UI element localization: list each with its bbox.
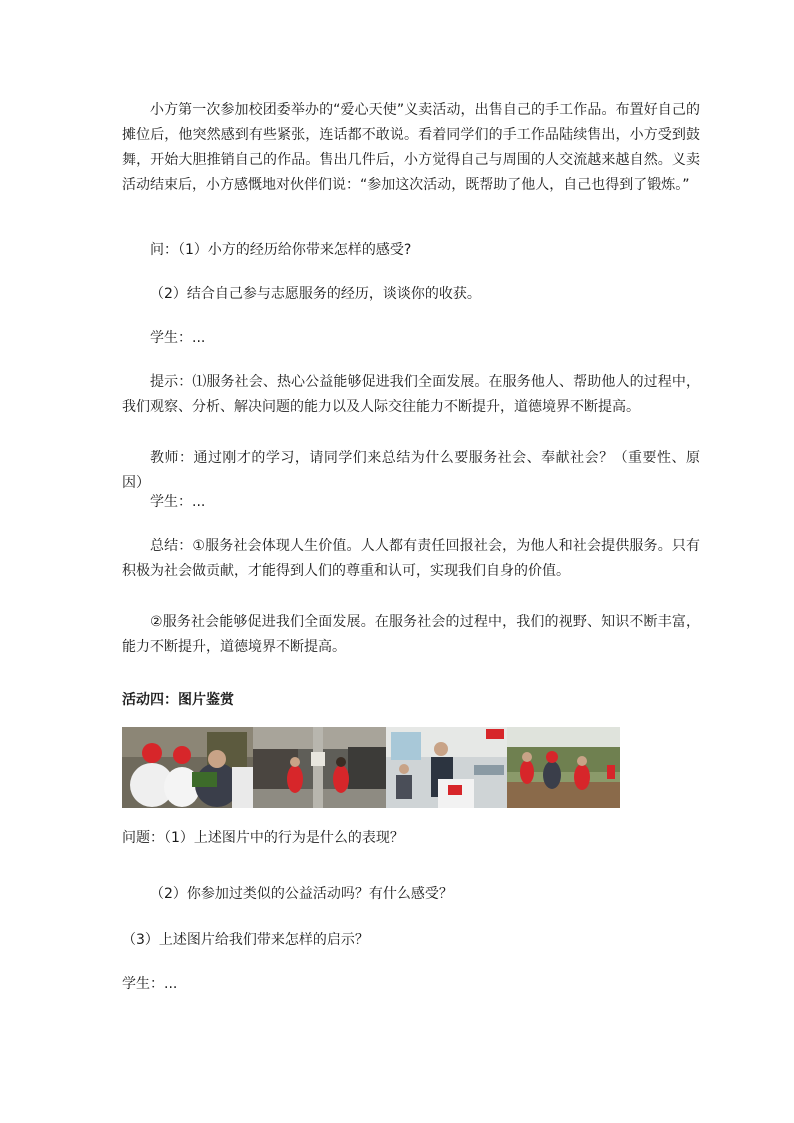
image-question-2: （2）你参加过类似的公益活动吗？有什么感受？ — [150, 886, 453, 902]
student-answer-3: 学生：... — [122, 976, 178, 992]
photo-volunteer-delivering-gifts — [386, 727, 507, 808]
photo-3-illustration — [386, 727, 507, 808]
story-paragraph: 小方第一次参加校团委举办的“爱心天使”义卖活动，出售自己的手工作品。布置好自己的摊位后，他突然感到有些紧张，连话都不敢说。看着同学们的手工作品陆续售出，小方受到鼓舞，开始大胆推销自己的作品。售出几件后，小方觉得自己与周围的人交流越来越自然。义卖活动结束后，小方感慨地对伙伴们说：“参加这次活动，既帮助了他人，自己也得到了锻炼。” — [122, 102, 700, 193]
question-1: 问：（1）小方的经历给你带来怎样的感受? — [150, 242, 412, 258]
photo-volunteers-visiting-elderly — [122, 727, 253, 808]
question-2: （2）结合自己参与志愿服务的经历，谈谈你的收获。 — [150, 286, 481, 302]
photo-4-illustration — [507, 727, 620, 808]
photo-2-illustration — [253, 727, 386, 808]
hint-paragraph: 提示：⑴服务社会、热心公益能够促进我们全面发展。在服务他人、帮助他人的过程中，我们观察、分析、解决问题的能力以及人际交往能力不断提升，道德境界不断提高。 — [122, 374, 700, 415]
photo-volunteers-planting-trees — [507, 727, 620, 808]
activity-title: 活动四：图片鉴赏 — [122, 692, 234, 708]
photo-volunteers-cleaning-street — [253, 727, 386, 808]
teacher-paragraph: 教师：通过刚才的学习，请同学们来总结为什么要服务社会、奉献社会？（重要性、原因） — [122, 450, 700, 491]
image-question-3: （3）上述图片给我们带来怎样的启示？ — [122, 932, 369, 948]
photo-strip — [122, 727, 620, 808]
student-answer-1: 学生：... — [150, 330, 206, 346]
student-answer-2: 学生：... — [150, 494, 206, 510]
summary-1: 总结：①服务社会体现人生价值。人人都有责任回报社会，为他人和社会提供服务。只有积极为社会做贡献，才能得到人们的尊重和认可，实现我们自身的价值。 — [122, 538, 700, 579]
photo-1-illustration — [122, 727, 253, 808]
summary-2: ②服务社会能够促进我们全面发展。在服务社会的过程中，我们的视野、知识不断丰富，能力不断提升，道德境界不断提高。 — [122, 614, 700, 655]
image-question-1: 问题：（1）上述图片中的行为是什么的表现？ — [122, 830, 404, 846]
